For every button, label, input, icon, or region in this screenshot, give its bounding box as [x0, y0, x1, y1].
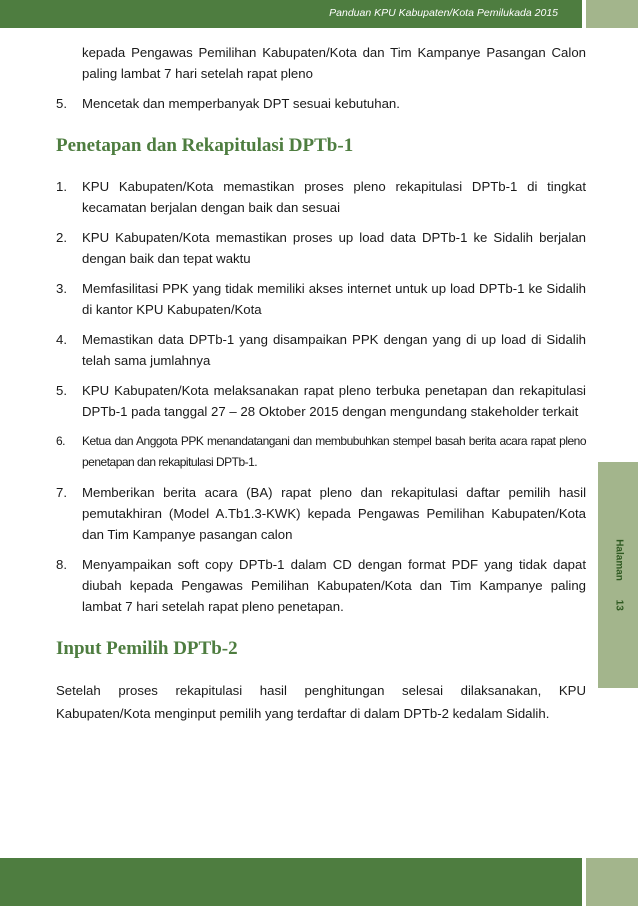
item-number: 2.: [56, 230, 67, 245]
list-item: [56, 278, 586, 320]
page-number-label: [614, 531, 625, 619]
item-number: 6.: [56, 434, 66, 448]
footer-corner-box: [586, 858, 638, 906]
footer-bar: [0, 858, 582, 906]
page-number: 13: [613, 599, 625, 611]
header-corner-box: [586, 0, 638, 28]
section-heading-input-pemilih: Input Pemilih DPTb-2: [56, 638, 238, 659]
item-number: 7.: [56, 485, 67, 500]
item-text: KPU Kabupaten/Kota melaksanakan rapat pleno terbuka penetapan dan rekapitulasi DPTb-1 pada tanggal 27 – 28 Oktober 2015 dengan mengundang stakeholder terkait: [82, 383, 586, 419]
item-text: Ketua dan Anggota PPK menandatangani dan membubuhkan stempel basah berita acara rapat pleno penetapan dan rekapitulasi DPTb-1.: [82, 434, 586, 469]
item-text: Memastikan data DPTb-1 yang disampaikan PPK dengan yang di up load di Sidalih telah sama jumlahnya: [82, 332, 586, 368]
list-item: [56, 176, 586, 218]
item-number: 5.: [56, 96, 67, 111]
header-title: Panduan KPU Kabupaten/Kota Pemilukada 2015: [329, 7, 558, 19]
item-text: Memberikan berita acara (BA) rapat pleno dan rekapitulasi daftar pemilih hasil pemutakhiran (Model A.Tb1.3-KWK) kepada Pengawas Pemilihan Kabupaten/Kota dan Tim Kampanye pasangan calon: [82, 485, 586, 542]
list-item: [56, 227, 586, 269]
list-item: [56, 482, 586, 545]
item-number: 3.: [56, 281, 67, 296]
item-text: Menyampaikan soft copy DPTb-1 dalam CD dengan format PDF yang tidak dapat diubah kepada Pengawas Pemilihan Kabupaten/Kota dan Tim Kampanye paling lambat 7 hari setelah rapat pleno penetapan.: [82, 557, 586, 614]
header-bar: [0, 0, 582, 28]
item-text: Memfasilitasi PPK yang tidak memiliki akses internet untuk up load DPTb-1 ke Sidalih di kantor KPU Kabupaten/Kota: [82, 281, 586, 317]
page-content: [56, 42, 586, 725]
item-text: KPU Kabupaten/Kota memastikan proses pleno rekapitulasi DPTb-1 di tingkat kecamatan berjalan dengan baik dan sesuai: [82, 179, 586, 215]
item-number: 4.: [56, 332, 67, 347]
section-heading-penetapan: Penetapan dan Rekapitulasi DPTb-1: [56, 135, 354, 156]
item-number: 1.: [56, 179, 67, 194]
body-paragraph: Setelah proses rekapitulasi hasil penghitungan selesai dilaksanakan, KPU Kabupaten/Kota menginput pemilih yang terdaftar di dalam DPTb-2 kedalam Sidalih.: [56, 683, 586, 721]
list-item: [56, 93, 586, 114]
list-item: [56, 554, 586, 617]
item-text: KPU Kabupaten/Kota memastikan proses up load data DPTb-1 ke Sidalih berjalan dengan baik dan tepat waktu: [82, 230, 586, 266]
continuation-text: kepada Pengawas Pemilihan Kabupaten/Kota dan Tim Kampanye Pasangan Calon paling lambat 7 hari setelah rapat pleno: [82, 45, 586, 81]
item-number: 5.: [56, 383, 67, 398]
item-number: 8.: [56, 557, 67, 572]
item-text: Mencetak dan memperbanyak DPT sesuai kebutuhan.: [82, 96, 400, 111]
list-item: [56, 329, 586, 371]
halaman-label: Halaman: [613, 539, 625, 581]
list-item: [56, 380, 586, 422]
list-item: [56, 431, 586, 473]
